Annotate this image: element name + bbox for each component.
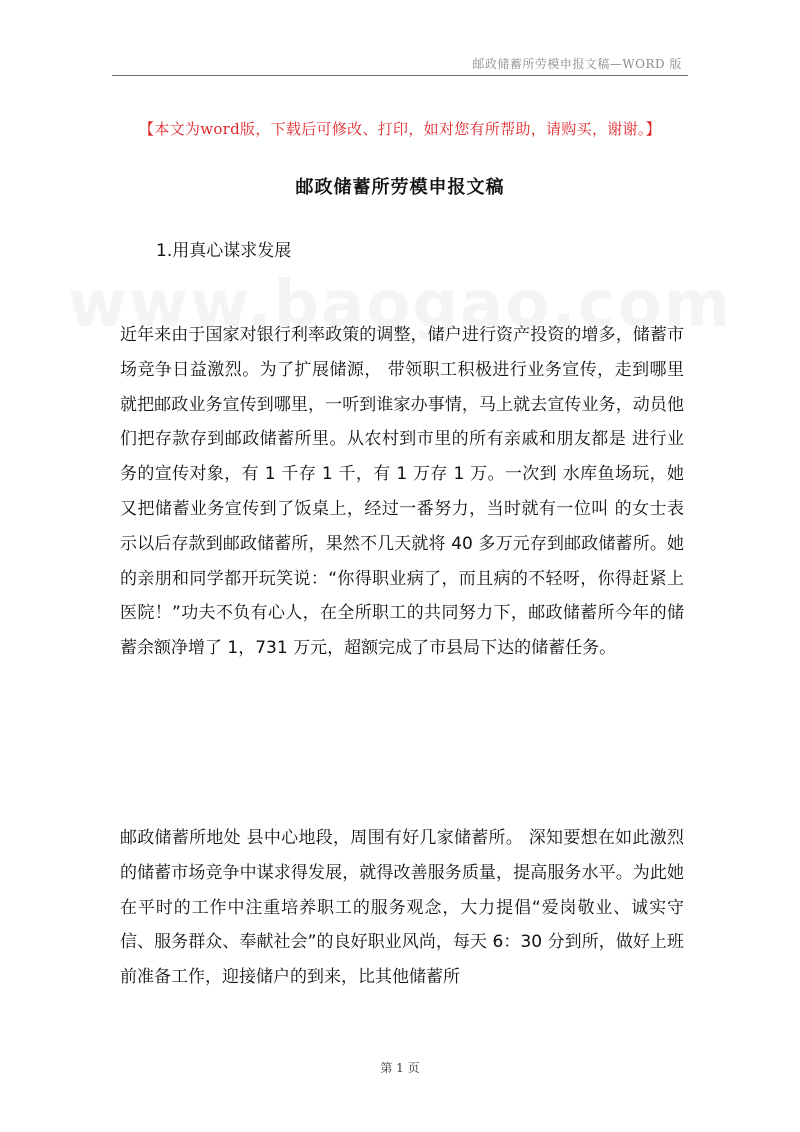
page-number: 第 1 页 xyxy=(380,1061,420,1075)
section-heading: 1.用真心谋求发展 xyxy=(156,241,292,261)
download-notice: 【本文为word版，下载后可修改、打印，如对您有所帮助，请购买，谢谢。】 xyxy=(139,120,661,138)
body-paragraph-2: 邮政储蓄所地处 县中心地段，周围有好几家储蓄所。 深知要想在如此激烈的储蓄市场竞争中谋求得发展，就得改善服务质量，提高服务水平。为此她在平时的工作中注重培养职工的服务观念，大力提倡“爱岗敬业、诚实守信、服务群众、奉献社会”的良好职业风尚，每天 6：30 分到所，做好上班前准备工作，迎接储户的到来，比其他储蓄所 xyxy=(120,828,684,988)
body-paragraph-1: 近年来由于国家对银行利率政策的调整，储户进行资产投资的增多，储蓄市场竞争日益激烈。为了扩展储源， 带领职工积极进行业务宣传，走到哪里就把邮政业务宣传到哪里，一听到谁家办事情，马上就去宣传业务，动员他们把存款存到邮政储蓄所里。从农村到市里的所有亲戚和朋友都是 进行业务的宣传对象，有 1 千存 1 千，有 1 万存 1 万。一次到 水库鱼场玩，她又把储蓄业务宣传到了饭桌上，经过一番努力，当时就有一位叫 的女士表示以后存款到邮政储蓄所，果然不几天就将 40 多万元存到邮政储蓄所。她的亲朋和同学都开玩笑说：“你得职业病了，而且病的不轻呀，你得赶紧上医院！”功夫不负有心人，在全所职工的共同努力下，邮政储蓄所今年的储蓄余额净增了 1，731 万元，超额完成了市县局下达的储蓄任务。 xyxy=(120,325,684,659)
running-header: 邮政储蓄所劳模申报文稿—WORD 版 xyxy=(472,57,682,71)
document-title: 邮政储蓄所劳模申报文稿 xyxy=(295,177,505,198)
header-divider xyxy=(112,75,688,76)
